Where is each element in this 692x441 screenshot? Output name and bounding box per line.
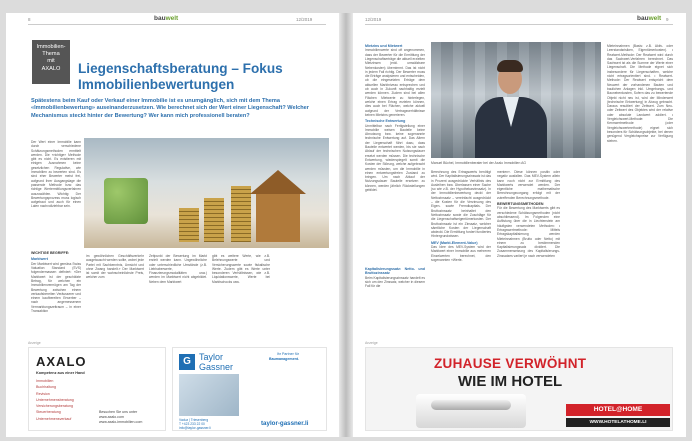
col2-text: im gewöhnlichen Geschäftsverkehr ausgetauscht werden sollte, wobei jede Partei mit Sachkenntnis, Umsicht und ohne Zwang handelt.» Der Marktwert ist somit der wahrscheinlichste Preis, welcher zum [86, 254, 144, 280]
taylor-gassner-name: Taylor Gassner [199, 352, 234, 372]
taylor-gassner-url[interactable]: taylor-gassner.li [261, 420, 309, 427]
plant-shape [104, 178, 148, 224]
axalo-ad[interactable] [28, 347, 166, 431]
hotel-ad-headline-1: ZUHAUSE VERWÖHNT [434, 356, 587, 371]
header-rule [28, 24, 326, 25]
hotel-at-home-ad[interactable] [365, 347, 673, 431]
right-page-number: 9 [666, 17, 669, 22]
left-page [6, 13, 339, 437]
left-issue-date: 12/2019 [296, 17, 313, 22]
col1-intro: Der Wert einer Immobilie kann durch verschiedene Schätzungsmethoden ermittelt werden. Die «richtige» Methode gibt es nicht. Es existieren mit einigen Ausnahmen keine gesetzlichen Regulative, wie Immobilien zu bewerten sind. Es sind eher Bewerter meist frei, aufgrund ihrer Ausgangslage die passende Methode bzw. das richtige Wertermittlungsverfahren auszuwählen. Wichtig: Der Bewertungsprozess muss logisch aufgebaut und auch für einen Laien nachvollziehbar sein. [31, 140, 81, 209]
wooden-house-roof [250, 170, 306, 194]
right-col3: menten». Diese können positiv oder negativ ausfallen. Das MEV-System allein kann noch nicht zur Ermittlung des Marktwerts verwendet werden. Der eigentliche mathematische Berechnungsvorgang erfolgt mit der zutreffenden Berechnungsmethode. BEWERTUNGSMETHODEN Für die Bewertung des Marktwerts gibt es verschiedene Schätzungsmethoden (nicht abschliessend). Im Folgenden eine Auflistung über die in Liechtenstein am häufigsten verwendeten Methoden: • Ertragswertmethode: Mittels Ertragskapitalisierung werden Mieteinnahmen (Brutto oder Netto) mit einem zu bestimmenden Kapitalisierungssatz dividiert. Die Zusammensetzung des Kapitalisierungs-Zinssatzes variiert je nach verwendeten [497, 170, 560, 258]
article-lead: Spätestens beim Kauf oder Verkauf einer Immobilie ist es unumgänglich, sich mit dem Thema «Immobilienbewertung» auseinanderzusetzen. Wie berechnet sich der Wert einer Liegenschaft? Welcher Mechanismus steckt hinter der Bewertung? Wer kann mich professionell beraten? [31, 98, 309, 119]
hotel-at-home-logo: HOTEL@HOME [566, 404, 670, 416]
axalo-contact: Besuchen Sie uns unter www.axalo.com www.axalo-immobilien.com [99, 410, 143, 425]
left-header-logo: bauwelt [154, 15, 179, 22]
right-page [353, 13, 686, 437]
taylor-gassner-contact: Vaduz | Triesenberg T +423 233 22 00 info@taylor-gassner.li [179, 418, 211, 431]
axalo-logo: AXALO [36, 354, 87, 369]
col3-text: Zeitpunkt der Bewertung im Markt erzielt werden kann. Ungewöhnliche oder unterschiedliche Umstände (z.B. Liebhaberwerte, Finanzierungsmodalitäten usw.) werden im Marktwert nicht abgebildet. Neben dem Marktwert [149, 254, 207, 284]
right-col4: Mieteinnahmen (Basis: z.B. Aktiv- oder Leerstandsrisiken, Eigentümerkosten). • Realwert-Methode: Der Realwert wird durch das Sachwert-Verfahren berechnet. Das Sachwert ist als die Summe der Werte einer Liegenschaft. Die Methode eignet sich insbesondere für Liegenschaften, welche nicht ertragsorientiert sind. • Realwert-Methode: Der Realwert entspricht dem Neuwert der vorhandenen Bauten und baulichen Anlagen inkl. Umgebungs- und Baunebenkosten, Sofern das zu bewertende Objekt nicht neu ist, wird der Minderwert (technische Entwertung) in Abzug gebracht. Daraus resultiert der Zeitwert. Zum Neu- oder Zeitwert des Objektes wird der relative oder absolute Landwert addiert. • Vergleichswert-Methode: Die Kennwertmethode (oder Vergleichswertmethode) eignet sich besonders für Schätzungsobjekte, bei denen genügend Vergleichspreise zur Verfügung stehen. [607, 44, 673, 143]
house-coins-photo [84, 138, 329, 248]
hotel-at-home-url[interactable]: WWW.HOTELATHOME.LI [566, 418, 670, 427]
photo-caption: Manuel Büchel, Immobilienberater bei der Axalo Immobilien AG [431, 161, 526, 165]
axalo-tagline: Kompetenz aus einer Hand [36, 371, 85, 375]
right-header-logo: bauwelt [637, 15, 662, 22]
taylor-gassner-logo-icon: G [179, 354, 195, 370]
coin-stack [179, 208, 199, 242]
header-rule [365, 24, 673, 25]
section-label-box: Immobilien- Thema mit AXALO [32, 40, 70, 84]
col1-block: WICHTIGE BEGRIFFE: Marktwert Der Marktwert wird gemäss Swiss Valuation Standard (SVS) folgendermassen definiert: «Der Marktwert ist der geschätzte Betrag, für welchen ein Immobilienvermögen am Tag der Bewertung zwischen einem verkaufsbereiten Veräusserer und einem kaufbereiten Erwerber – nach angemessenem Vermarktungszeitraum – in einer Transaktion [31, 251, 81, 314]
right-issue-date: 12/2019 [365, 17, 382, 22]
building-photo [179, 374, 239, 416]
axalo-services: Immobilien Buchhaltung Revision Unternehmensberatung Versicherungsberatung Steuerberatung Unternehmensverkauf [36, 379, 74, 421]
portrait-photo [431, 42, 601, 158]
ad-label: Anzeige [365, 341, 378, 345]
coin-stack [204, 198, 224, 242]
person-hair [497, 60, 523, 72]
right-col1-bottom: Kapitalisierungssatz: Netto- und Bruttozinssatz Beim Kapitalisierungszinssatz handelt es sich um den Zinssatz, welcher in diesem Fall für die [365, 267, 425, 289]
faucet-shape [431, 400, 511, 410]
article-title: Liegenschaftsberatung – Fokus Immobilienbewertungen [78, 61, 283, 92]
left-page-number: 8 [28, 17, 31, 22]
col4-text: gibt es weitere Werte, wie z.B. Belehnungswerte und Versicherungswerte sowie fiskalische Werte. Zudem gibt es Werte unter besonderen Verhältnissen, wie z.B. Liquidationswerte, Werte bei Marktschocks usw. [212, 254, 270, 284]
wooden-house [256, 192, 300, 242]
taylor-gassner-slogan: Ihr Partner für Baumanagement. [269, 352, 299, 361]
spine-gutter [339, 13, 353, 437]
coin-stack [231, 186, 251, 242]
ad-label: Anzeige [28, 341, 41, 345]
right-col1: Mietzins und Mietwert Immobilienwerte sind oft angenommen, dass der Bewerter für die Ermittlung der Liegenschaftserträge die aktuell erzielten Mietzinsen (exkl. umwälzbare Nebenkosten) übernimmt. Das ist nicht in jedem Fall richtig. Der Bewerter muss die Erträge analysieren und entscheiden, ob die eingesetzten Erträge dem aktuellen Marktniveau entsprechen und ob auch in Zukunft nachhaltig erzielt werden können. Zudem sind bei allen Flächen Mietwerte zu hinterlegen, welche einen Ertrag erzielen können, dies auch bei Flächen, welche aktuell aufgrund der Vertragsverhältnisse keinen Mietzins generieren. Technische Entwertung Unmittelbar nach Fertigstellung einer Immobilie weisen Bauteile keine Abnutzung bzw. keine sogenannte technische Entwertung auf. Das Altern der Liegenschaft führt dazu, dass Bauteile entwertet werden, bis sie nach Ablauf der technischen Nutzungsdauer ersetzt werden müssen. Die technische Entwertung, wiederspiegelt somit die Kosten der Störung, welche aufgebracht werden müssten, um die Immobilie in einen entwertungsfreien Zustand zu bringen. Um nach Ablauf der Nutzungsdauer Bauteile ersetzen zu können, werden jährlich Rückstellungen gebildet. [365, 44, 425, 193]
taylor-gassner-ad[interactable] [172, 347, 327, 431]
hotel-ad-headline-2: WIE IM HOTEL [458, 373, 563, 390]
right-col2: Berechnung des Ertragswerts benötigt wird. Der Kapitalisierungszinssatz ist das in Prozent ausgedrückte Verhältnis des Ausleihen bzw. Überlassen einer Sache (so wie z.B. der Hypothekarzinssatz). In der Immobilienbewertung deckt der Nettozinssatz – vereinfacht ausgedrückt – die Kosten für die Verzinsung des Eigen- sowie Fremdkapitals. Der Bruttozinssatz beinhaltet den Nettozinssatz sowie die Zuschläge für die Liegenschaftseigentümerkosten. Der Bruttozinssatz ist ein Zinssatz, welcher sämtliche Kosten der Liegenschaft abdeckt. Die Ermittlung fordert fundiertes Hintergrundwissen. MEV (Markt-Element-Value) Das Idee des MEV-System wird der Marktwert einer Immobilie aus mehreren Einzelwerten berechnet, den sogenannten «Werte- [431, 170, 491, 263]
